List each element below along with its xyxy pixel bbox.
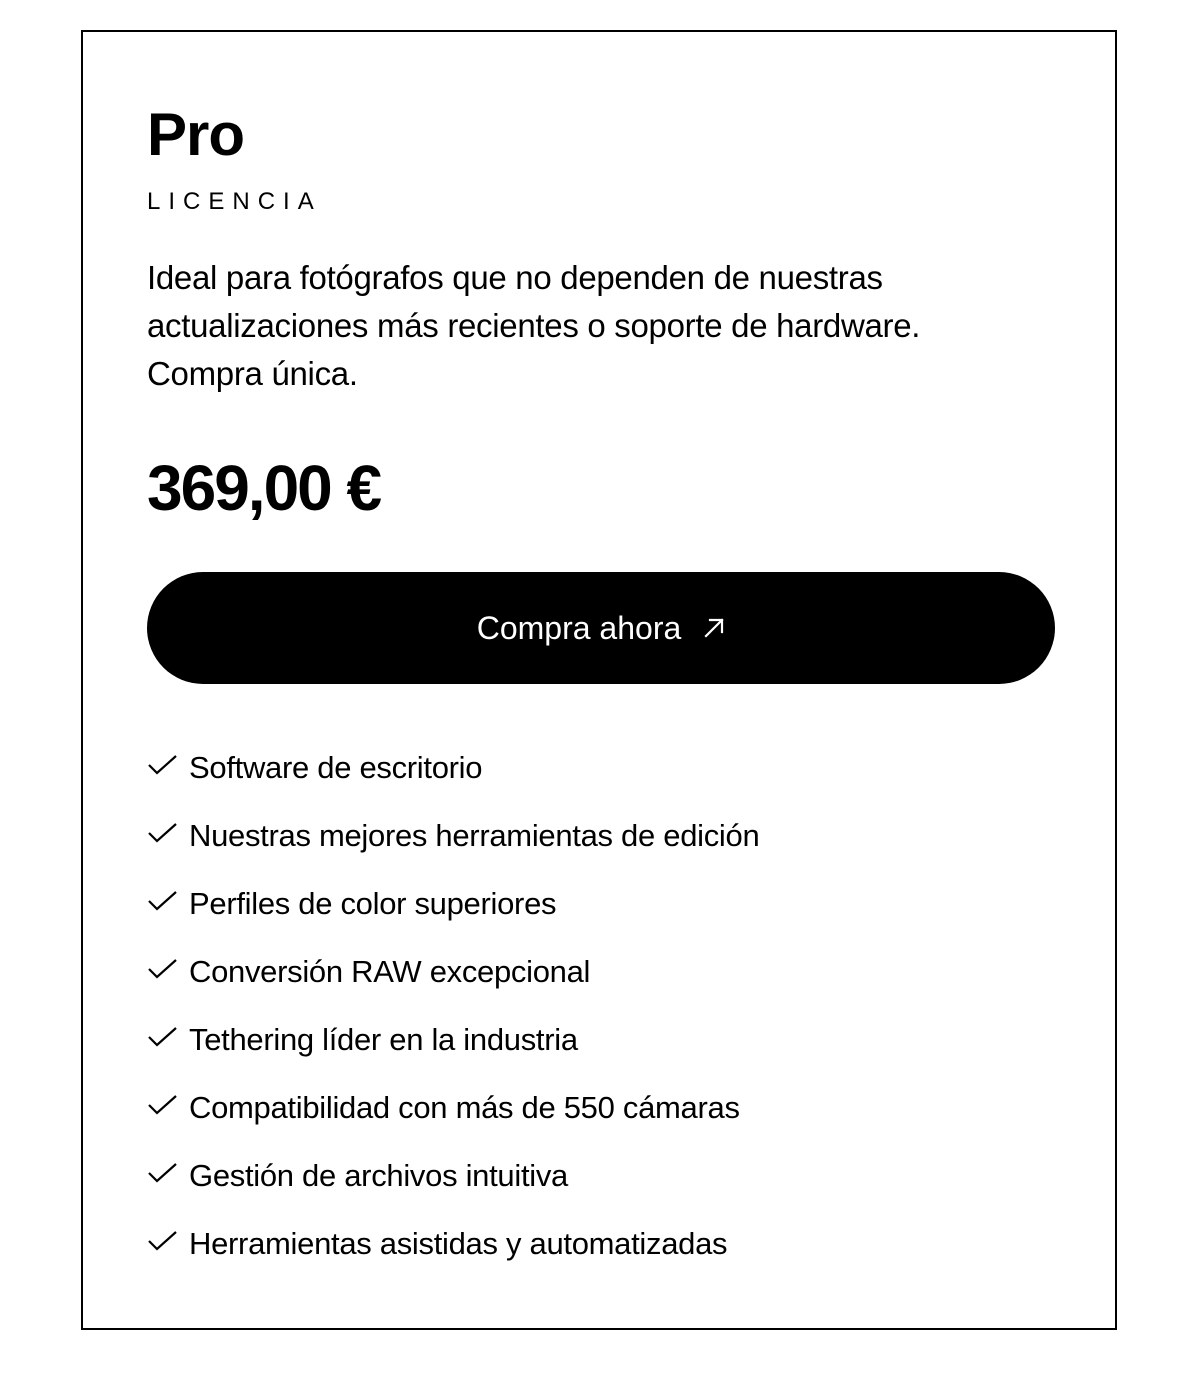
plan-title: Pro xyxy=(147,101,245,168)
feature-label: Herramientas asistidas y automatizadas xyxy=(189,1226,728,1261)
pricing-card xyxy=(81,30,1117,1330)
buy-now-label: Compra ahora xyxy=(476,609,682,646)
plan-description: Ideal para fotógrafos que no dependen de nuestras actualizaciones más recientes o soporte de hardware. Compra única. xyxy=(147,259,921,392)
plan-price: 369,00 € xyxy=(147,452,381,524)
check-icon xyxy=(147,828,189,844)
check-icon xyxy=(147,1168,189,1184)
check-icon xyxy=(147,1032,189,1048)
check-icon xyxy=(147,1236,189,1252)
feature-label: Nuestras mejores herramientas de edición xyxy=(189,818,760,853)
feature-item xyxy=(147,734,1055,802)
feature-item xyxy=(147,938,1055,1006)
feature-list xyxy=(147,734,1055,1278)
check-icon xyxy=(147,760,189,776)
feature-label: Conversión RAW excepcional xyxy=(189,954,591,989)
arrow-up-right-icon xyxy=(703,617,725,639)
feature-item xyxy=(147,1210,1055,1278)
check-icon xyxy=(147,896,189,912)
feature-label: Software de escritorio xyxy=(189,750,483,785)
feature-label: Tethering líder en la industria xyxy=(189,1022,578,1057)
feature-item xyxy=(147,1142,1055,1210)
feature-label: Compatibilidad con más de 550 cámaras xyxy=(189,1090,740,1125)
feature-item xyxy=(147,802,1055,870)
feature-item xyxy=(147,1006,1055,1074)
feature-item xyxy=(147,870,1055,938)
feature-item xyxy=(147,1074,1055,1142)
plan-kind-label: LICENCIA xyxy=(147,188,322,215)
feature-label: Gestión de archivos intuitiva xyxy=(189,1158,568,1193)
feature-label: Perfiles de color superiores xyxy=(189,886,557,921)
buy-now-button[interactable] xyxy=(147,572,1055,684)
check-icon xyxy=(147,1100,189,1116)
check-icon xyxy=(147,964,189,980)
